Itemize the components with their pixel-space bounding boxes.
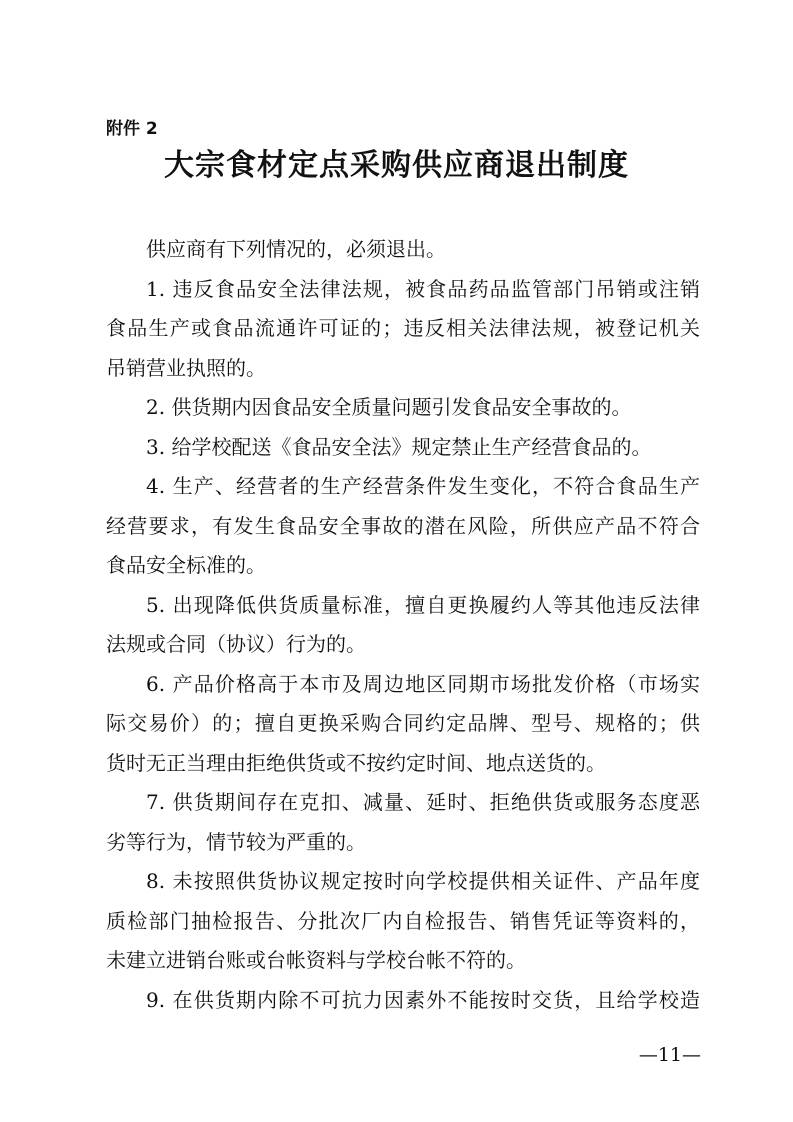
item-6 bbox=[106, 665, 700, 784]
item-line: 2. 供货期内因食品安全质量问题引发食品安全事故的。 bbox=[146, 395, 632, 419]
item-line: 9. 在供货期内除不可抗力因素外不能按时交货，且给学校造 bbox=[146, 987, 700, 1012]
item-line: 5. 出现降低供货质量标准，擅自更换履约人等其他违反法律 bbox=[146, 592, 700, 617]
item-line: 6. 产品价格高于本市及周边地区同期市场批发价格（市场实 bbox=[146, 671, 700, 696]
item-2 bbox=[106, 388, 700, 428]
item-line: 8. 未按照供货协议规定按时向学校提供相关证件、产品年度 bbox=[146, 869, 700, 893]
item-7 bbox=[106, 783, 700, 862]
item-3 bbox=[106, 428, 700, 468]
item-1 bbox=[106, 270, 700, 389]
item-8 bbox=[106, 862, 700, 981]
item-line: 7. 供货期间存在克扣、减量、延时、拒绝供货或服务态度恶 bbox=[146, 790, 700, 814]
item-5 bbox=[106, 586, 700, 665]
item-line: 1. 违反食品安全法律法规，被食品药品监管部门吊销或注销 bbox=[146, 276, 700, 301]
item-line: 际交易价）的；擅自更换采购合同约定品牌、型号、规格的；供 bbox=[106, 711, 700, 735]
item-line: 食品生产或食品流通许可证的；违反相关法律法规，被登记机关 bbox=[106, 316, 700, 340]
attachment-label: 附件 2 bbox=[106, 119, 158, 139]
item-line: 食品安全标准的。 bbox=[106, 553, 266, 577]
item-line: 3. 给学校配送《食品安全法》规定禁止生产经营食品的。 bbox=[146, 434, 652, 459]
item-line: 货时无正当理由拒绝供货或不按约定时间、地点送货的。 bbox=[106, 750, 606, 775]
item-9 bbox=[106, 981, 700, 1021]
item-line: 劣等行为，情节较为严重的。 bbox=[106, 829, 366, 854]
intro-line: 供应商有下列情况的，必须退出。 bbox=[146, 237, 446, 261]
page-number: —11— bbox=[638, 1044, 701, 1066]
item-4 bbox=[106, 467, 700, 586]
item-line: 未建立进销台账或台帐资料与学校台帐不符的。 bbox=[106, 948, 526, 972]
document-title: 大宗食材定点采购供应商退出制度 bbox=[164, 148, 629, 183]
item-line: 吊销营业执照的。 bbox=[106, 355, 266, 380]
intro-paragraph bbox=[106, 230, 700, 270]
item-line: 经营要求，有发生食品安全事故的潜在风险，所供应产品不符合 bbox=[106, 513, 700, 538]
item-line: 4. 生产、经营者的生产经营条件发生变化，不符合食品生产 bbox=[146, 474, 700, 498]
item-line: 质检部门抽检报告、分批次厂内自检报告、销售凭证等资料的， bbox=[106, 908, 700, 933]
item-line: 法规或合同（协议）行为的。 bbox=[106, 632, 366, 656]
